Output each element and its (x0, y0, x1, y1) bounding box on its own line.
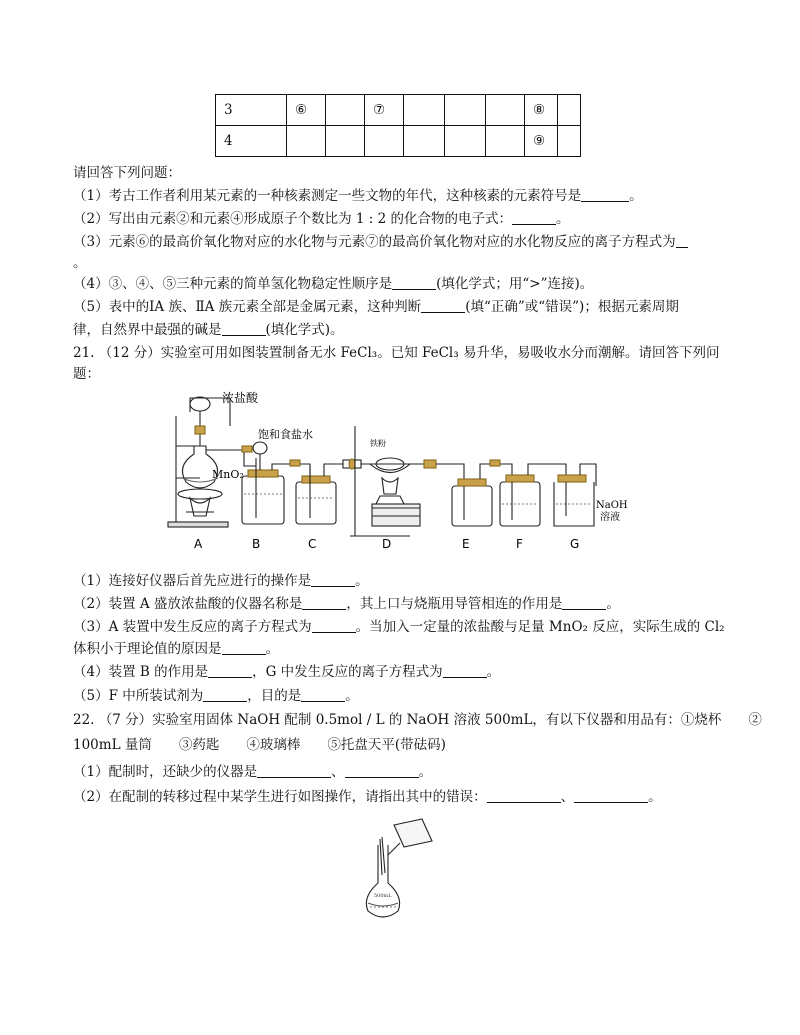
q21-p5-text: （5）F 中所装试剂为 (73, 688, 204, 704)
q21-p1-end: 。 (355, 573, 369, 589)
q21-p3-mid: 。当加入一定量的浓盐酸与足量 MnO₂ 反应，实际生成的 Cl₂ (355, 619, 725, 635)
element-cell (486, 126, 525, 157)
element-cell (365, 126, 404, 157)
q20-part1 (73, 186, 643, 206)
element-cell: ⑨ (525, 126, 558, 157)
intro-text: 请回答下列问题： (73, 165, 181, 181)
answer-blank[interactable] (512, 210, 556, 225)
element-cell (326, 126, 365, 157)
table-row (216, 126, 581, 157)
q22-p1-sep: 、 (331, 764, 345, 780)
apparatus-letter: D (382, 537, 392, 551)
q21-p3-end: 。 (265, 641, 279, 657)
q21-p5-mid: ，目的是 (247, 688, 302, 704)
q21-part3-cont (73, 639, 279, 659)
element-cell (445, 126, 486, 157)
q22-p1-end: 。 (418, 764, 433, 780)
element-cell (326, 95, 365, 126)
q20-part2 (73, 209, 569, 229)
answer-blank[interactable] (302, 595, 346, 610)
period-cell: 4 (216, 126, 287, 157)
q20-p4-end: (填化学式；用“>”连接)。 (436, 276, 594, 292)
q20-p5-cont-text: 律，自然界中最强的碱是 (73, 322, 222, 338)
answer-blank[interactable] (574, 788, 648, 803)
q21-part4 (73, 662, 500, 682)
q20-part3-cont: 。 (73, 255, 87, 271)
q22-p1-text: （1）配制时，还缺少的仪器是 (73, 764, 258, 780)
q22-heading-cont: 100mL 量筒 ③药匙 ④玻璃棒 ⑤托盘天平(带砝码) (73, 737, 446, 753)
q20-p2-end: 。 (555, 211, 570, 227)
q20-p5-end: (填化学式)。 (265, 322, 344, 338)
apparatus-letter: B (252, 537, 261, 551)
answer-blank[interactable] (443, 663, 487, 678)
element-cell (287, 126, 326, 157)
answer-blank[interactable] (345, 763, 419, 778)
q20-p1-text: （1）考古工作者利用某元素的一种核素测定一些文物的年代，这种核素的元素符号是 (73, 188, 582, 204)
answer-blank[interactable] (312, 618, 356, 633)
element-cell (445, 95, 486, 126)
period-cell: 3 (216, 95, 287, 126)
element-cell (558, 126, 581, 157)
q20-part5 (73, 297, 679, 317)
chlorine-apparatus-diagram (160, 386, 628, 556)
answer-blank[interactable] (676, 233, 688, 248)
element-cell (404, 95, 445, 126)
q20-p2-text: （2）写出由元素②和元素④形成原子个数比为 1 : 2 的化合物的电子式： (73, 211, 512, 227)
answer-blank[interactable] (421, 298, 465, 313)
q22-part1 (73, 762, 432, 782)
q21-p2-text: （2）装置 A 盛放浓盐酸的仪器名称是 (73, 596, 303, 612)
answer-blank[interactable] (311, 572, 355, 587)
element-cell (404, 126, 445, 157)
q22-p2-text: （2）在配制的转移过程中某学生进行如图操作，请指出其中的错误： (73, 789, 487, 805)
q20-p3-text: （3）元素⑥的最高价氧化物对应的水化物与元素⑦的最高价氧化物对应的水化物反应的离子方程式为 (73, 234, 676, 250)
q20-p4-text: （4）③、④、⑤三种元素的简单氢化物稳定性顺序是 (73, 276, 393, 292)
label-conc-hcl: 浓盐酸 (222, 391, 259, 405)
answer-blank[interactable] (581, 187, 629, 202)
flask-marking-icon: 500mL (374, 893, 392, 899)
q21-part2 (73, 594, 620, 614)
label-mno2: MnO₂ (212, 468, 244, 481)
answer-blank[interactable] (222, 640, 266, 655)
q20-part3 (73, 232, 688, 252)
q21-p1-text: （1）连接好仪器后首先应进行的操作是 (73, 573, 312, 589)
apparatus-letter: F (516, 537, 523, 551)
q20-part4 (73, 274, 593, 294)
q22-part2 (73, 787, 662, 807)
element-cell (486, 95, 525, 126)
q21-p5-end: 。 (345, 688, 359, 704)
answer-blank[interactable] (392, 275, 436, 290)
q21-part3 (73, 617, 725, 637)
apparatus-letter: E (462, 537, 470, 551)
q21-part1 (73, 571, 369, 591)
q22-p2-end: 。 (648, 789, 662, 805)
answer-blank[interactable] (208, 663, 252, 678)
answer-blank[interactable] (257, 763, 331, 778)
q22-p2-sep: 、 (560, 789, 575, 805)
apparatus-letter: G (570, 537, 580, 551)
answer-blank[interactable] (222, 321, 266, 336)
q21-heading-cont: 题： (73, 366, 100, 382)
q20-part5-cont (73, 320, 344, 340)
label-iron-powder: 铁粉 (370, 439, 386, 448)
answer-blank[interactable] (487, 788, 561, 803)
q21-p3-text: （3）A 装置中发生反应的离子方程式为 (73, 619, 312, 635)
label-solution: 溶液 (600, 512, 620, 523)
label-naoh: NaOH (596, 500, 628, 511)
q20-p1-end: 。 (629, 188, 643, 204)
q21-p2-end: 。 (606, 596, 620, 612)
q21-part5 (73, 686, 359, 706)
volumetric-flask-diagram (358, 815, 448, 925)
answer-blank[interactable] (203, 687, 247, 702)
q22-heading: 22. （7 分）实验室用固体 NaOH 配制 0.5mol / L 的 NaOH 溶液 500mL，有以下仪器和用品有：①烧杯 ② (73, 712, 762, 728)
q21-p3-cont-text: 体积小于理论值的原因是 (73, 641, 222, 657)
q20-p5-text: （5）表中的ⅠA 族、ⅡA 族元素全部是金属元素，这种判断 (73, 299, 422, 315)
element-cell: ⑥ (287, 95, 326, 126)
q21-p2-mid: ，其上口与烧瓶用导管相连的作用是 (346, 596, 563, 612)
element-cell: ⑦ (365, 95, 404, 126)
element-cell: ⑧ (525, 95, 558, 126)
answer-blank[interactable] (301, 687, 345, 702)
element-cell (558, 95, 581, 126)
q21-heading: 21. （12 分）实验室可用如图装置制备无水 FeCl₃。已知 FeCl₃ 易升华，易吸收水分而潮解。请回答下列问 (73, 345, 720, 361)
q21-p4-end: 。 (486, 664, 501, 680)
apparatus-letter: C (308, 537, 317, 551)
q21-p4-text: （4）装置 B 的作用是 (73, 664, 209, 680)
q21-p4-mid: ，G 中发生反应的离子方程式为 (252, 664, 443, 680)
label-brine: 饱和食盐水 (258, 428, 313, 441)
q20-p5-mid: (填“正确”或“错误”)；根据元素周期 (465, 299, 679, 315)
apparatus-letter: A (194, 537, 203, 551)
table-row (216, 95, 581, 126)
answer-blank[interactable] (562, 595, 606, 610)
periodic-table-fragment (215, 94, 581, 157)
